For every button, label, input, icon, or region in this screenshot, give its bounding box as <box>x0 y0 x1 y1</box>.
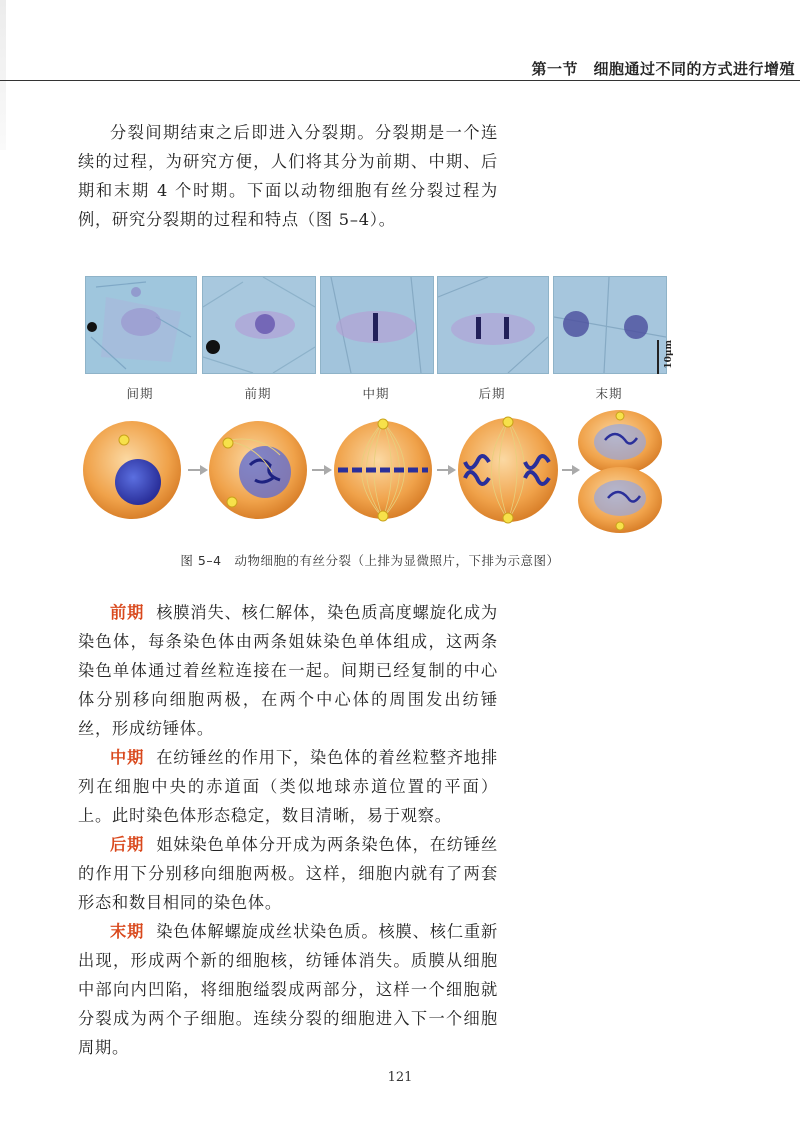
micrograph-metaphase-image <box>321 277 433 373</box>
micrograph-anaphase-image <box>438 277 548 373</box>
label-metaphase: 中期 <box>362 386 390 401</box>
schematic-metaphase <box>334 419 432 521</box>
micrograph-prophase <box>202 276 316 374</box>
label-interphase: 间期 <box>126 386 154 401</box>
phase-name: 末期 <box>110 922 145 941</box>
micrograph-telophase-image <box>554 277 666 373</box>
micrograph-interphase <box>85 276 197 374</box>
phase-name: 前期 <box>110 603 145 622</box>
micrograph-metaphase <box>320 276 434 374</box>
schematic-row <box>80 410 665 535</box>
phase-text: 染色体解螺旋成丝状染色质。核膜、核仁重新出现，形成两个新的细胞核，纺锤体消失。质膜从细胞中部向内凹陷，将细胞缢裂成两部分，这样一个细胞就分裂成为两个子细胞。连续分裂的细胞进入下一个细胞周期。 <box>78 922 499 1057</box>
arrow-2-head <box>324 465 332 475</box>
arrow-4-head <box>572 465 580 475</box>
schematic-telophase <box>578 410 662 533</box>
schematic-prophase <box>209 421 307 519</box>
phase-name: 后期 <box>110 835 145 854</box>
page-number: 121 <box>387 1070 413 1085</box>
phase-name: 中期 <box>110 748 145 767</box>
phase-text: 姐妹染色单体分开成为两条染色体，在纺锤丝的作用下分别移向细胞两极。这样，细胞内就有了两套形态和数目相同的染色体。 <box>78 835 499 912</box>
phase-text: 在纺锤丝的作用下，染色体的着丝粒整齐地排列在细胞中央的赤道面（类似地球赤道位置的平面）上。此时染色体形态稳定，数目清晰，易于观察。 <box>78 748 499 825</box>
phase-paragraph-metaphase <box>78 743 498 830</box>
phase-descriptions <box>78 598 498 1062</box>
section-header: 第一节 细胞通过不同的方式进行增殖 <box>531 60 795 78</box>
phase-paragraph-anaphase <box>78 830 498 917</box>
label-telophase: 末期 <box>595 386 623 401</box>
phase-paragraph-telophase <box>78 917 498 1062</box>
intro-paragraph: 分裂间期结束之后即进入分裂期。分裂期是一个连续的过程，为研究方便，人们将其分为前期、中期、后期和末期 4 个时期。下面以动物细胞有丝分裂过程为例，研究分裂期的过程和特点（图 5–4）。 <box>78 123 498 229</box>
micrograph-row <box>85 276 665 406</box>
micrograph-anaphase <box>437 276 549 374</box>
header-rule <box>0 80 800 81</box>
label-anaphase: 后期 <box>478 386 506 401</box>
phase-paragraph-prophase <box>78 598 498 743</box>
arrow-1-head <box>200 465 208 475</box>
figure-caption: 图 5–4 动物细胞的有丝分裂（上排为显微照片，下排为示意图） <box>180 553 560 568</box>
schematic-anaphase <box>458 417 558 523</box>
schematic-interphase <box>83 421 181 519</box>
scale-label: 10μm <box>664 340 674 369</box>
micrograph-prophase-image <box>203 277 315 373</box>
phase-text: 核膜消失、核仁解体，染色质高度螺旋化成为染色体，每条染色体由两条姐妹染色单体组成，这两条染色单体通过着丝粒连接在一起。间期已经复制的中心体分别移向细胞两极，在两个中心体的周围发出纺锤丝，形成纺锤体。 <box>78 603 499 738</box>
arrow-3-head <box>448 465 456 475</box>
micrograph-telophase <box>553 276 667 374</box>
micrograph-interphase-image <box>86 277 196 373</box>
label-prophase: 前期 <box>244 386 272 401</box>
